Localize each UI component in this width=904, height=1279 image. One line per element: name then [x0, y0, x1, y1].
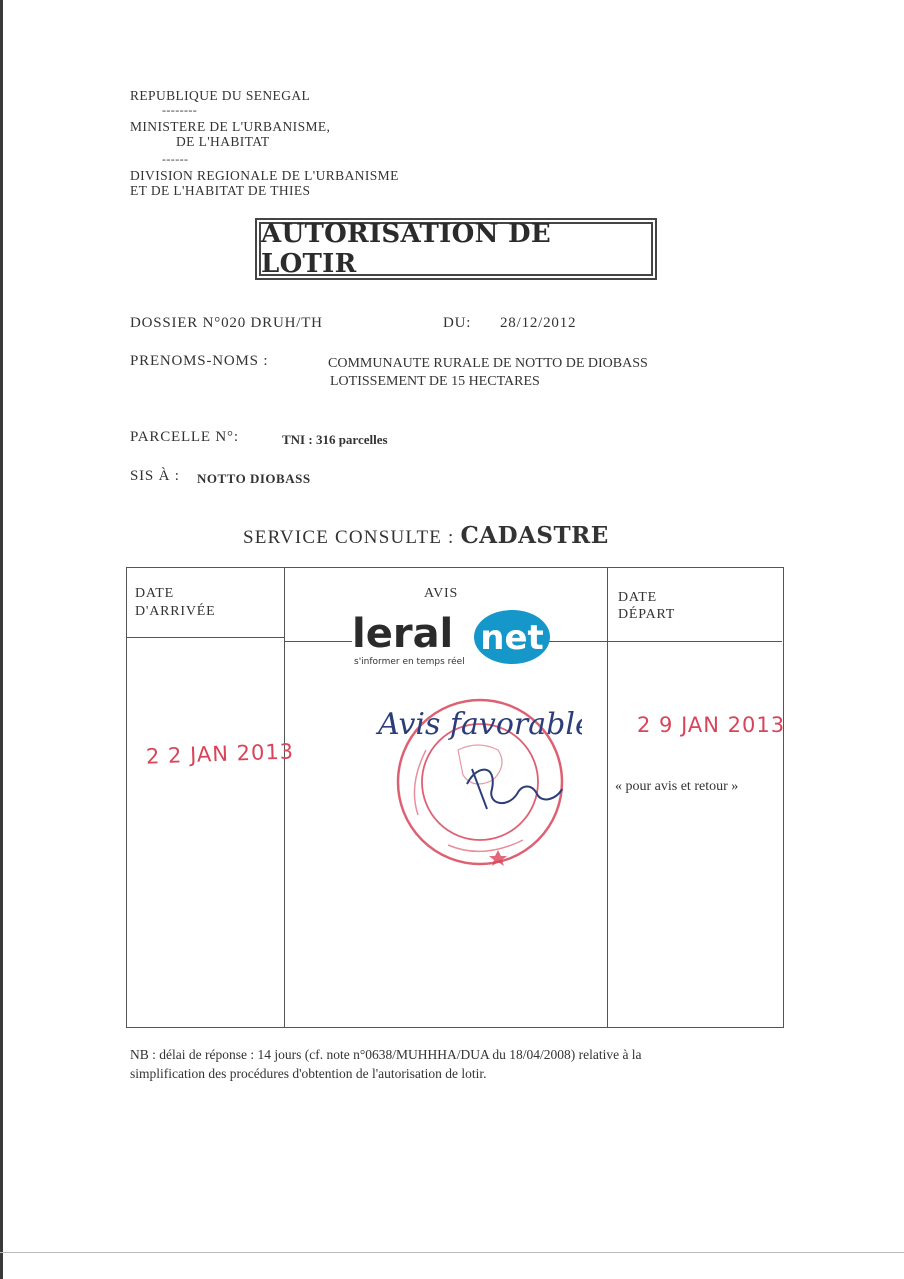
- footer-note-line2: simplification des procédures d'obtention de l'autorisation de lotir.: [130, 1066, 487, 1081]
- document-title: AUTORISATION DE LOTIR: [261, 219, 551, 279]
- col-header-date-depart-2: DÉPART: [618, 607, 676, 622]
- page-bottom-edge: [0, 1252, 904, 1253]
- logo-leral-text: leral: [352, 611, 454, 657]
- parcelle-value: TNI : 316 parcelles: [282, 432, 388, 447]
- dossier-date: 28/12/2012: [500, 315, 577, 331]
- header-habitat: DE L'HABITAT: [176, 134, 270, 149]
- header-ministry: MINISTERE DE L'URBANISME,: [130, 119, 331, 134]
- parcelle-label: PARCELLE N°:: [130, 429, 239, 445]
- header-separator-2: ------: [162, 152, 189, 166]
- departure-date-stamp: 2 9 JAN 2013: [637, 713, 786, 737]
- prenoms-line2: LOTISSEMENT DE 15 HECTARES: [330, 374, 540, 389]
- table-divider-2: [607, 567, 608, 1027]
- table-header-line-2a: [284, 641, 352, 642]
- col-header-avis: AVIS: [424, 586, 459, 601]
- handwritten-avis-text: Avis favorable: [378, 707, 582, 742]
- departure-note: « pour avis et retour »: [615, 779, 739, 794]
- prenoms-line1: COMMUNAUTE RURALE DE NOTTO DE DIOBASS: [328, 356, 648, 371]
- leral-net-logo: [352, 609, 552, 669]
- sis-label: SIS À :: [130, 468, 180, 484]
- col-header-date-arrivee-2: D'ARRIVÉE: [135, 604, 216, 619]
- logo-net-text: net: [480, 618, 544, 658]
- table-header-line-1: [126, 637, 284, 638]
- service-value: CADASTRE: [460, 522, 609, 549]
- dossier-number: DOSSIER N°020 DRUH/TH: [130, 315, 323, 331]
- service-label: SERVICE CONSULTE :: [243, 527, 455, 548]
- footer-note-line1: NB : délai de réponse : 14 jours (cf. note n°0638/MUHHHA/DUA du 18/04/2008) relative à la: [130, 1047, 642, 1062]
- table-header-line-3: [607, 641, 782, 642]
- table-divider-1: [284, 567, 285, 1027]
- table-header-line-2b: [548, 641, 607, 642]
- col-header-date-depart-1: DATE: [618, 590, 657, 605]
- header-republic: REPUBLIQUE DU SENEGAL: [130, 88, 311, 103]
- handwritten-avis: [372, 694, 582, 834]
- prenoms-label: PRENOMS-NOMS :: [130, 353, 269, 369]
- sis-value: NOTTO DIOBASS: [197, 471, 311, 486]
- service-consulte: [243, 522, 609, 549]
- header-division: DIVISION REGIONALE DE L'URBANISME: [130, 168, 399, 183]
- title-box: [259, 219, 653, 279]
- header-thies: ET DE L'HABITAT DE THIES: [130, 183, 311, 198]
- arrival-date-stamp: 2 2 JAN 2013: [145, 739, 295, 769]
- col-header-date-arrivee-1: DATE: [135, 586, 174, 601]
- header-separator-1: --------: [162, 103, 198, 117]
- page-left-edge: [0, 0, 3, 1279]
- dossier-du-label: DU:: [443, 315, 472, 331]
- logo-tagline: s'informer en temps réel: [354, 657, 465, 667]
